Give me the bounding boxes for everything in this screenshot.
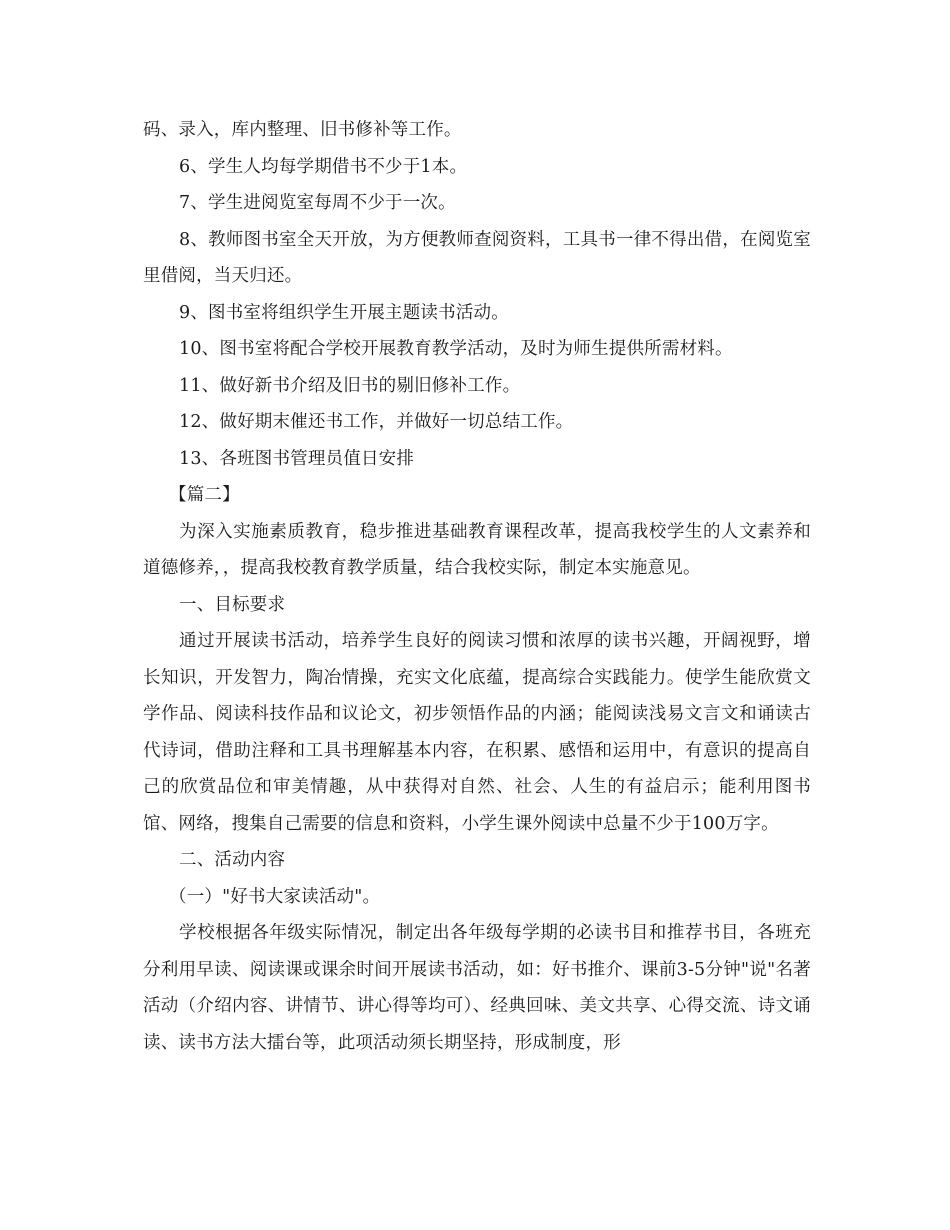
paragraph-item-10: 10、图书室将配合学校开展教育教学活动，及时为师生提供所需材料。 [179, 339, 733, 359]
subsection-heading-good-books: （一）"好书大家读活动"。 [169, 886, 381, 907]
paragraph-item-13: 13、各班图书管理员值日安排 [179, 448, 415, 469]
paragraph-item-7: 7、学生进阅览室每周不少于一次。 [179, 193, 456, 213]
paragraph-activities-body: 学校根据各年级实际情况，制定出各年级每学期的必读书目和推荐书目，各班充分利用早读、阅读课或课余时间开展读书活动，如：好书推介、课前3-5分钟"说"名著活动（介绍内容、讲情节、讲心得等均可）、经典回味、美文共享、心得交流、诗文诵读、读书方法大擂台等，此项活动须长期坚持，形成制度，形 [143, 923, 811, 1053]
paragraph-item-11: 11、做好新书介绍及旧书的剔旧修补工作。 [179, 375, 521, 396]
section-heading-part-two: 【篇二】 [169, 485, 240, 505]
paragraph-item-12: 12、做好期末催还书工作，并做好一切总结工作。 [179, 412, 574, 432]
document-body [143, 112, 811, 1061]
section-heading-activities: 二、活动内容 [179, 850, 286, 870]
paragraph-goals-body: 通过开展读书活动，培养学生良好的阅读习惯和浓厚的读书兴趣，开阔视野，增长知识，开发智力，陶冶情操，充实文化底蕴，提高综合实践能力。使学生能欣赏文学作品、阅读科技作品和议论文，初步领悟作品的内涵；能阅读浅易文言文和诵读古代诗词，借助注释和工具书理解基本内容，在积累、感悟和运用中，有意识的提高自己的欣赏品位和审美情趣，从中获得对自然、社会、人生的有益启示；能利用图书馆、网络，搜集自己需要的信息和资料，小学生课外阅读中总量不少于100万字。 [143, 631, 811, 834]
paragraph-item-6: 6、学生人均每学期借书不少于1本。 [179, 156, 468, 177]
paragraph-item-9: 9、图书室将组织学生开展主题读书活动。 [179, 302, 509, 323]
paragraph-continuation: 码、录入，库内整理、旧书修补等工作。 [143, 120, 462, 140]
section-heading-goals: 一、目标要求 [179, 594, 286, 615]
paragraph-item-8: 8、教师图书室全天开放，为方便教师查阅资料，工具书一律不得出借，在阅览室里借阅，当天归还。 [143, 229, 811, 286]
paragraph-intro: 为深入实施素质教育，稳步推进基础教育课程改革，提高我校学生的人文素养和道德修养，，提高我校教育教学质量，结合我校实际，制定本实施意见。 [143, 521, 811, 578]
